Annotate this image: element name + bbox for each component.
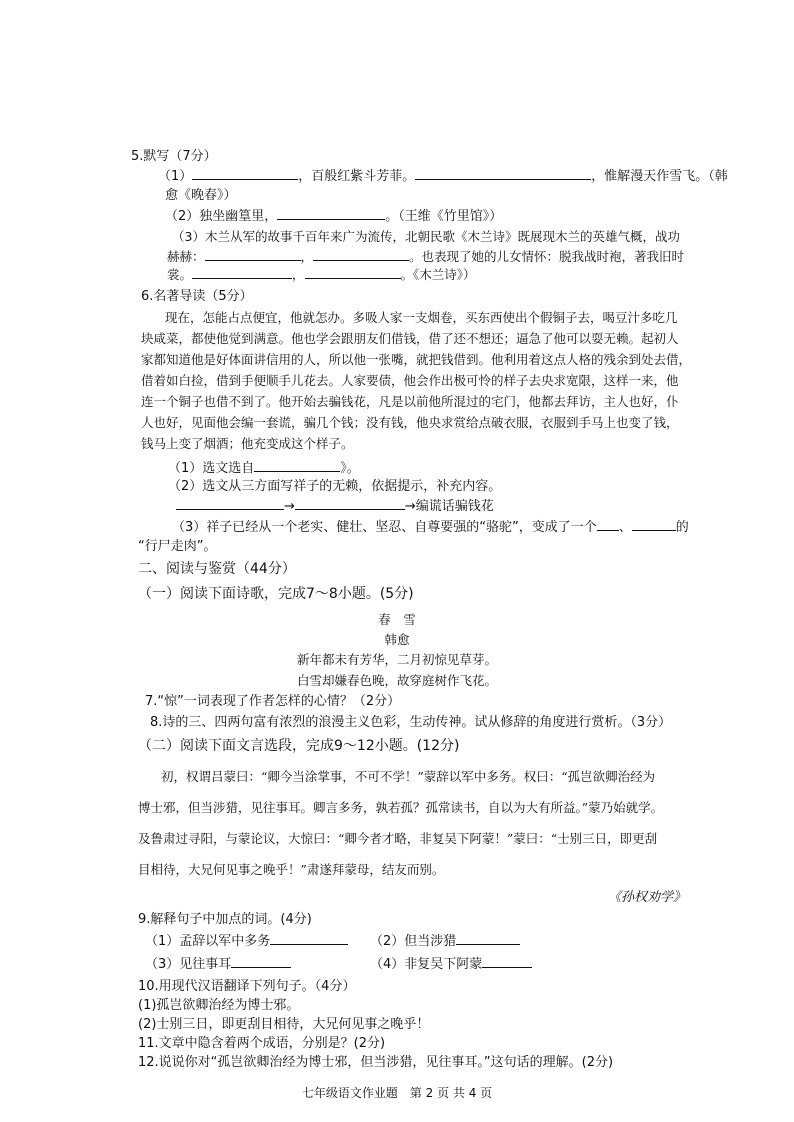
question-8: 8.诗的三、四两句富有浓烈的浪漫主义色彩，生动传神。试从修辞的角度进行赏析。（3分） bbox=[150, 715, 672, 730]
q6-para-line: 家都知道他是好体面讲信用的人，所以他一张嘴，就把钱借到。他利用着这点人格的残余到处去借， bbox=[141, 352, 692, 367]
blank[interactable] bbox=[176, 497, 284, 510]
blank[interactable] bbox=[205, 248, 301, 261]
question-10: 10.用现代汉语翻译下列句子。（4分） bbox=[138, 979, 356, 994]
q6-sub2-blanks: → →编谎话骗钱花 bbox=[176, 497, 494, 516]
q5-line4: （3）木兰从军的故事千百年来广为流传，北朝民歌《木兰诗》既展现木兰的英雄气概，战功 bbox=[172, 229, 680, 244]
question-9-4: （4）非复吴下阿蒙 bbox=[370, 955, 532, 974]
poem-author: 韩愈 bbox=[384, 632, 410, 647]
blank[interactable] bbox=[313, 248, 409, 261]
blank[interactable] bbox=[597, 518, 619, 531]
question-9-3: （3）见往事耳 bbox=[145, 955, 291, 974]
poem-line: 新年都未有芳华，二月初惊见草芽。 bbox=[296, 652, 497, 667]
question-11: 11.文章中隐含着两个成语，分别是？(2分) bbox=[138, 1036, 386, 1051]
subsection-heading: （二）阅读下面文言选段，完成9～12小题。(12分) bbox=[138, 738, 460, 754]
poem-line: 白雪却嫌春色晚，故穿庭树作飞花。 bbox=[296, 673, 497, 688]
blank[interactable] bbox=[632, 518, 676, 531]
wenyan-line: 博士邪，但当涉猎，见往事耳。卿言多务，孰若孤？孤常读书，自以为大有所益。”蒙乃始就学。 bbox=[138, 800, 664, 815]
blank[interactable] bbox=[231, 955, 291, 968]
wenyan-line: 及鲁肃过寻阳，与蒙论议，大惊曰：“卿今者才略，非复吴下阿蒙！”蒙曰：“士别三日，即更刮 bbox=[138, 831, 658, 846]
section-heading: 二、阅读与鉴赏（44分） bbox=[138, 561, 296, 577]
question-9-2: （2）但当涉猎 bbox=[370, 932, 520, 951]
blank[interactable] bbox=[254, 459, 340, 472]
q6-para-line: 连一个铜子也借不到了。他开始去骗钱花，凡是以前他所混过的宅门，他都去拜访，主人也好，仆 bbox=[141, 394, 679, 409]
q5-line6: 裳。 ， 。《木兰诗》） bbox=[167, 267, 476, 282]
q5-line5: 赫赫： ， 。也表现了她的儿女情怀：脱我战时袍，著我旧时 bbox=[167, 249, 685, 264]
wenyan-line: 初，权谓吕蒙曰：“卿今当涂掌事，不可不学！”蒙辞以军中多务。权曰：“孤岂欲卿治经为 bbox=[161, 769, 656, 784]
q6-para-line: 借着如白捡，借到手便顺手儿花去。人家要债，他会作出极可怜的样子去央求宽限，这样一来，他 bbox=[141, 373, 679, 388]
question-10-2: (2)士别三日，即更刮目相待，大兄何见事之晚乎！ bbox=[138, 1017, 430, 1032]
blank[interactable] bbox=[415, 167, 591, 180]
page-footer: 七年级语文作业題 第 2 页 共 4 页 bbox=[301, 1086, 493, 1100]
blank[interactable] bbox=[270, 932, 348, 945]
q6-para-line: 钱马上变了烟酒；他充变成这个样子。 bbox=[141, 436, 354, 451]
q6-para-line: 现在，怎能占点便宜，他就怎办。多吸人家一支烟卷，买东西使出个假铜子去，喝豆汁多吃几 bbox=[165, 310, 678, 325]
q5-line1: （1） ，百般红紫斗芳菲。 ，惟解漫天作雪飞。（韩 bbox=[158, 169, 728, 184]
blank[interactable] bbox=[305, 266, 401, 279]
question-9: 9.解释句子中加点的词。(4分) bbox=[138, 912, 312, 927]
question-9-1: （1）孟辞以军中多务 bbox=[145, 932, 348, 951]
question-12: 12.说说你对“孤岂欲卿治经为博士邪，但当涉猎，见往事耳。”这句话的理解。(2分) bbox=[138, 1055, 614, 1070]
subsection-heading: （一）阅读下面诗歌，完成7～8小题。(5分) bbox=[138, 586, 414, 602]
q6-sub3-cont: “行尸走肉”。 bbox=[138, 539, 217, 554]
q6-para-line: 人也好，见面他会编一套谎，骗几个钱；没有钱，他央求赏给点破衣服，衣服到手马上也变了钱， bbox=[141, 415, 679, 430]
q5-line3: （2）独坐幽篁里， 。（王维《竹里馆》） bbox=[165, 209, 503, 224]
question-10-1: (1)孤岂欲卿治经为博士邪。 bbox=[138, 998, 300, 1013]
q6-title: 6.名著导读（5分） bbox=[141, 289, 253, 304]
q5-line2: 愈《晚春》） bbox=[165, 188, 237, 203]
q5-title: 5.默写（7分） bbox=[131, 149, 217, 164]
blank[interactable] bbox=[277, 207, 385, 220]
poem-title: 春 雪 bbox=[378, 612, 416, 627]
blank[interactable] bbox=[192, 167, 298, 180]
blank[interactable] bbox=[456, 932, 520, 945]
q6-sub1: （1）选文选自 》。 bbox=[168, 461, 360, 476]
blank[interactable] bbox=[482, 955, 532, 968]
q6-sub2: （2）选文从三方面写祥子的无赖，依据提示，补充内容。 bbox=[168, 479, 502, 494]
source-citation: 《孙权劝学》 bbox=[607, 890, 686, 905]
q6-sub3: （3）祥子已经从一个老实、健壮、坚忍、自尊要强的“骆驼”，变成了一个 、 的 bbox=[172, 520, 689, 535]
wenyan-line: 目相待，大兄何见事之晚乎！”肃遂拜蒙母，结友而别。 bbox=[138, 862, 445, 877]
blank[interactable] bbox=[192, 266, 292, 279]
blank[interactable] bbox=[295, 497, 405, 510]
question-7: 7.“惊”一词表现了作者怎样的心情？（2分） bbox=[145, 694, 401, 709]
q6-para-line: 块咸菜，都使他觉到满意。他也学会跟朋友们借钱，借了还不想还；逼急了他可以耍无赖。起初人 bbox=[141, 331, 679, 346]
